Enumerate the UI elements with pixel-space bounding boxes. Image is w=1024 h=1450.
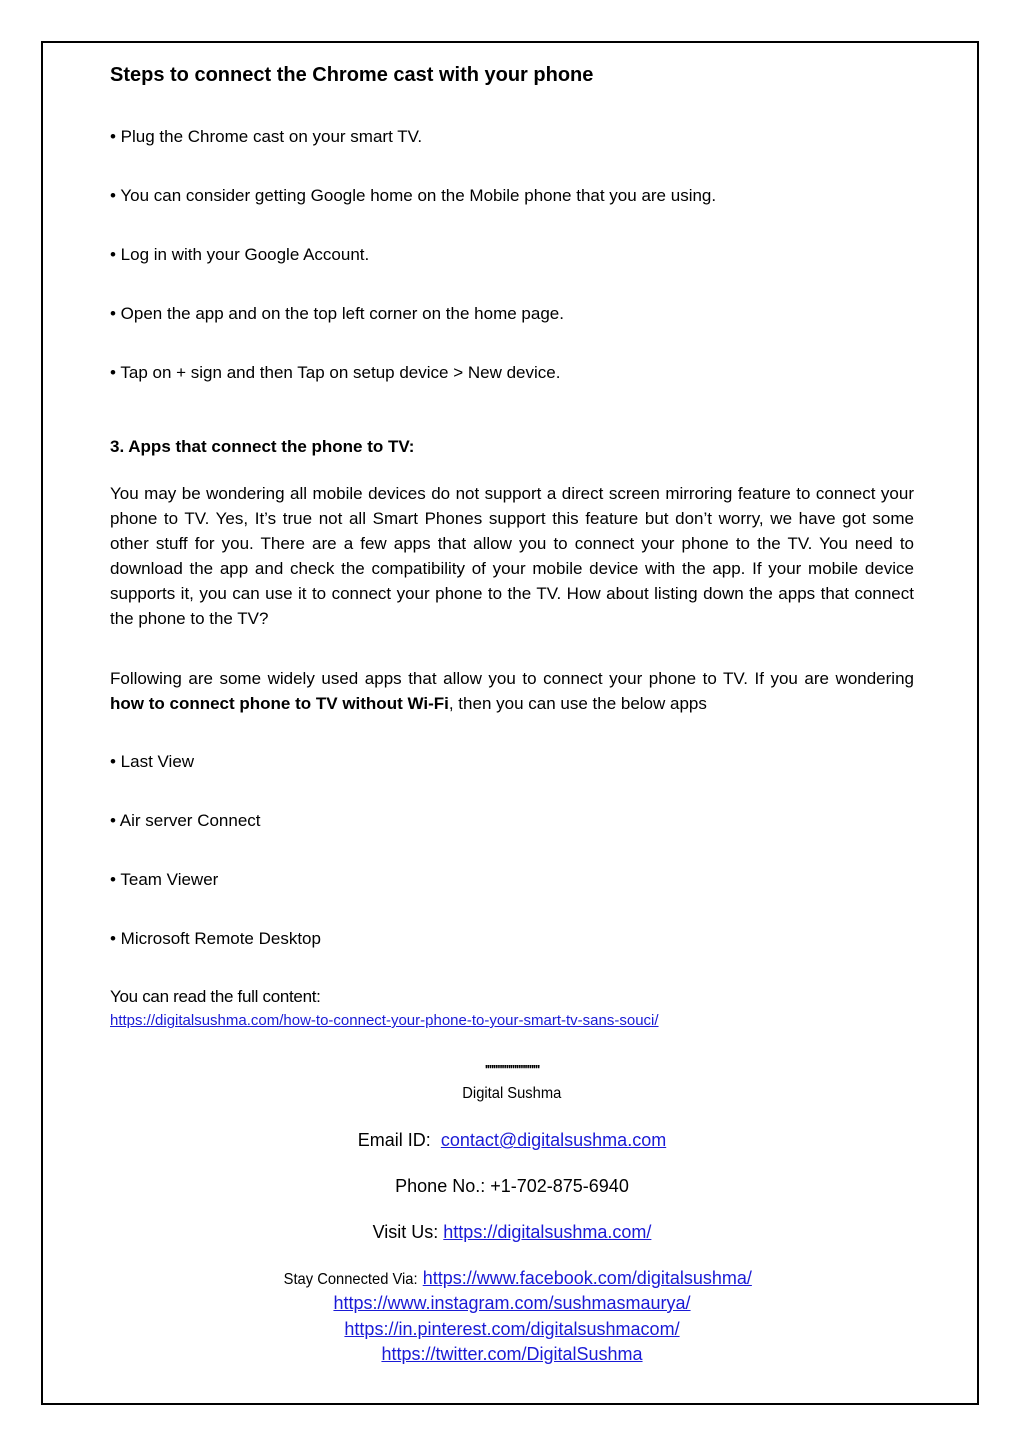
read-more-link[interactable]: https://digitalsushma.com/how-to-connect-your-phone-to-your-smart-tv-sans-souci/ (110, 1012, 659, 1029)
app-item: • Air server Connect (110, 811, 261, 830)
paragraph-text: Following are some widely used apps that allow you to connect your phone to TV. If you are wondering (110, 669, 914, 688)
step-item: • Log in with your Google Account. (110, 245, 370, 264)
step-item: • Tap on + sign and then Tap on setup device > New device. (110, 363, 561, 382)
step-item: • Plug the Chrome cast on your smart TV. (110, 127, 423, 146)
paragraph-text: , then you can use the below apps (448, 694, 707, 713)
app-item: • Team Viewer (110, 870, 219, 889)
twitter-line (42, 1344, 982, 1365)
read-more-line (110, 1012, 914, 1030)
app-item: • Microsoft Remote Desktop (110, 929, 321, 948)
phone-line: Phone No.: +1-702-875-6940 (395, 1176, 629, 1196)
step-item: • You can consider getting Google home on the Mobile phone that you are using. (110, 186, 717, 205)
section-heading: 3. Apps that connect the phone to TV: (110, 437, 415, 456)
email-line (42, 1130, 982, 1151)
facebook-link[interactable]: https://www.facebook.com/digitalsushma/ (422, 1268, 752, 1288)
visit-line (42, 1222, 982, 1243)
pinterest-line (42, 1319, 982, 1340)
visit-label: Visit Us: (372, 1222, 439, 1242)
section-paragraph: You may be wondering all mobile devices do not support a direct screen mirroring feature to connect your phone to TV. Yes, It’s true not all Smart Phones support this feature but don’t worry, we have got some other stuff for you. There are a few apps that allow you to connect your phone to the TV. You need to download the app and check the compatibility of your mobile device with the app. If your mobile device supports it, you can use it to connect your phone to the TV. How about listing down the apps that connect the phone to the TV? (110, 484, 914, 628)
instagram-line (42, 1293, 982, 1314)
paragraph-bold-text: how to connect phone to TV without Wi-Fi (110, 694, 449, 713)
stay-connected-line (42, 1268, 982, 1289)
separator-dots: '''''''''''''''''''''''''' (484, 1062, 540, 1077)
app-item: • Last View (110, 752, 195, 771)
step-item: • Open the app and on the top left corner on the home page. (110, 304, 564, 323)
section-paragraph (110, 666, 914, 716)
signature-line (42, 1085, 982, 1103)
pinterest-link[interactable]: https://in.pinterest.com/digitalsushmacom/ (344, 1319, 680, 1339)
page-title: Steps to connect the Chrome cast with your phone (110, 64, 594, 86)
stay-connected-label: Stay Connected Via: (283, 1271, 418, 1288)
website-link[interactable]: https://digitalsushma.com/ (443, 1222, 652, 1242)
email-link[interactable]: contact@digitalsushma.com (440, 1130, 667, 1150)
twitter-link[interactable]: https://twitter.com/DigitalSushma (381, 1344, 643, 1364)
signature: Digital Sushma (462, 1085, 562, 1102)
read-more-label: You can read the full content: (110, 987, 321, 1006)
email-label: Email ID: (357, 1130, 431, 1150)
instagram-link[interactable]: https://www.instagram.com/sushmasmaurya/ (333, 1293, 691, 1313)
